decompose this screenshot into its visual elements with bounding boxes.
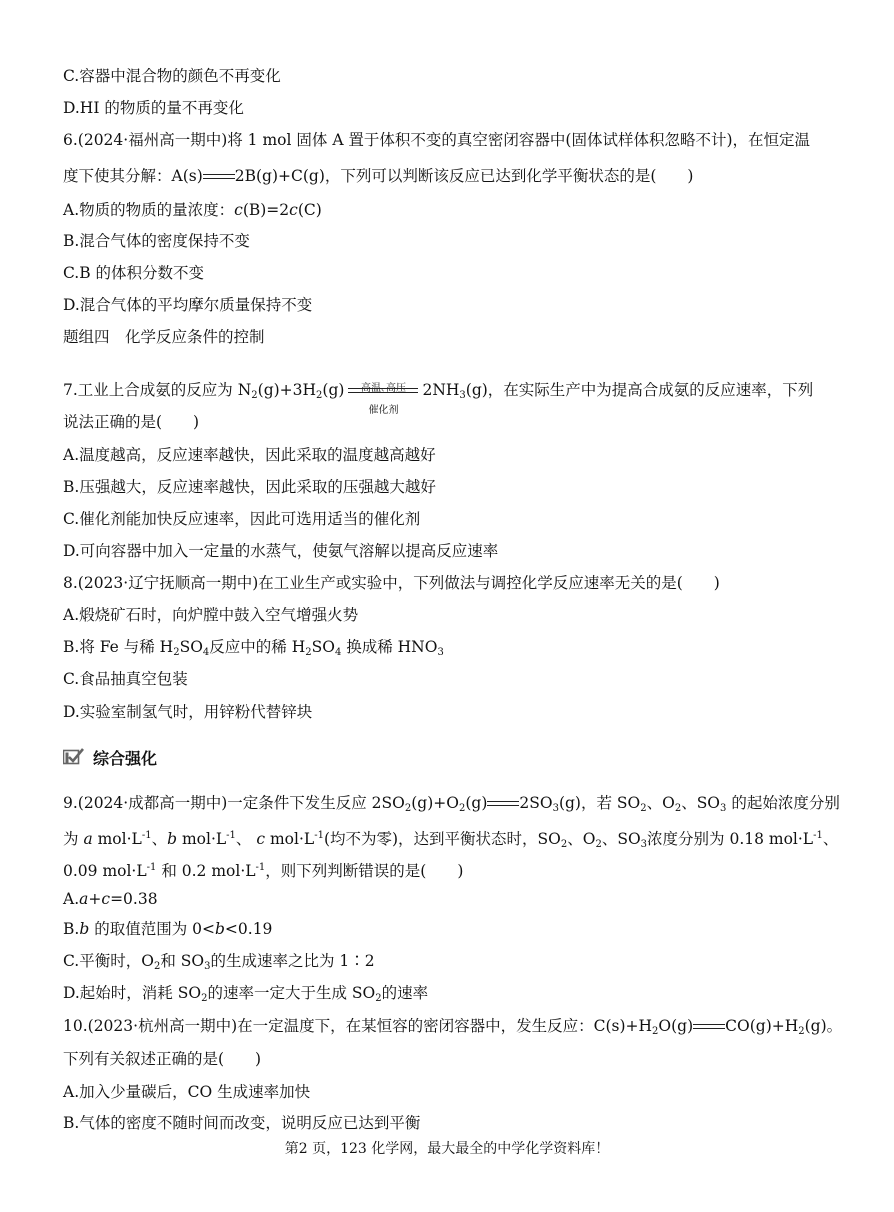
q6-option-b: B.混合气体的密度保持不变: [63, 232, 250, 250]
q8-option-c: C.食品抽真空包装: [63, 670, 188, 688]
section-title: 综合强化: [93, 749, 158, 768]
q9-option-a: A.a+c=0.38: [63, 890, 158, 908]
q7-option-c: C.催化剂能加快反应速率，因此可选用适当的催化剂: [63, 510, 421, 528]
q8-option-d: D.实验室制氢气时，用锌粉代替锌块: [63, 703, 313, 721]
q6-option-c: C.B 的体积分数不变: [63, 264, 205, 282]
q9-stem-line1: 9.(2024·成都高一期中)一定条件下发生反应 $2SO_2(g)+O_2(g)$ $2SO_3(g)$，若 $SO_2$、$O_2$、$SO_3$ 的起始浓度分别: [63, 794, 840, 814]
group4-heading: 题组四 化学反应条件的控制: [63, 328, 265, 346]
q9-option-c: C.平衡时，$O_2$和 $SO_3$的生成速率之比为 1∶2: [63, 952, 375, 972]
q6-option-a: A.物质的物质的量浓度：c(B)=2c(C): [63, 201, 322, 219]
q10-stem-line2: 下列有关叙述正确的是( ): [63, 1050, 262, 1068]
q8-option-b: B.将 Fe 与稀 $H_2SO_4$反应中的稀 $H_2SO_4$ 换成稀 $HNO_3$: [63, 638, 444, 658]
q10-option-a: A.加入少量碳后，CO 生成速率加快: [63, 1083, 311, 1101]
q7-option-b: B.压强越大，反应速率越快，因此采取的压强越大越好: [63, 478, 436, 496]
q6-stem-line1: 6.(2024·福州高一期中)将 1 mol 固体 A 置于体积不变的真空密闭容器中(固体试样体积忽略不计)，在恒定温: [63, 131, 811, 149]
q5-option-d: D.HI 的物质的量不再变化: [63, 99, 244, 117]
page-footer: 第2 页，123 化学网，最大最全的中学化学资料库！: [284, 1141, 610, 1157]
q6-option-d: D.混合气体的平均摩尔质量保持不变: [63, 296, 313, 314]
q5-option-c: C.容器中混合物的颜色不再变化: [63, 67, 281, 85]
q8-option-a: A.煅烧矿石时，向炉膛中鼓入空气增强火势: [63, 606, 359, 624]
checklist-icon: [63, 747, 85, 765]
q7-option-a: A.温度越高，反应速率越快，因此采取的温度越高越好: [63, 446, 436, 464]
q9-stem-line3: 0.09 $mol\cdot L^{-1}$ 和 0.2 $mol\cdot L^{-1}$，则下列判断错误的是( ): [63, 862, 464, 880]
q7-stem-line2: 说法正确的是( ): [63, 413, 200, 431]
q9-option-d: D.起始时，消耗 $SO_2$的速率一定大于生成 $SO_2$的速率: [63, 984, 429, 1004]
q7-stem-line1: 7.工业上合成氨的反应为 $N_2(g)+3H_2(g)$ 高温､高压 催化剂 $2NH_3(g)$，在实际生产中为提高合成氨的反应速率，下列: [63, 372, 813, 408]
equilibrium-arrow-icon: [203, 171, 235, 183]
q8-stem: 8.(2023·辽宁抚顺高一期中)在工业生产或实验中，下列做法与调控化学反应速率无关的是( ): [63, 574, 720, 592]
q7-option-d: D.可向容器中加入一定量的水蒸气，使氨气溶解以提高反应速率: [63, 542, 499, 560]
q10-stem-line1: 10.(2023·杭州高一期中)在一定温度下，在某恒容的密闭容器中，发生反应：$C(s)+H_2O(g)$ $CO(g)+H_2(g)$。: [63, 1017, 843, 1037]
q6-stem-line2: 度下使其分解：A(s) 2B(g)+C(g)，下列可以判断该反应已达到化学平衡状态的是( ): [63, 167, 694, 185]
q10-option-b: B.气体的密度不随时间而改变，说明反应已达到平衡: [63, 1114, 421, 1132]
q9-stem-line2: 为 a $mol\cdot L^{-1}$、b $mol\cdot L^{-1}$、 c $mol\cdot L^{-1}$(均不为零)，达到平衡状态时，$SO_2$、$O_2$、$SO_3$浓度分别为 0.18 $mol\cdot L^{-1}$、: [63, 830, 839, 850]
equilibrium-arrow-icon: [487, 798, 519, 810]
q9-option-b: B.b 的取值范围为 0<b<0.19: [63, 920, 273, 938]
equilibrium-arrow-icon: [693, 1021, 725, 1033]
catalytic-equilibrium-arrow-icon: 高温､高压 催化剂: [348, 373, 418, 409]
